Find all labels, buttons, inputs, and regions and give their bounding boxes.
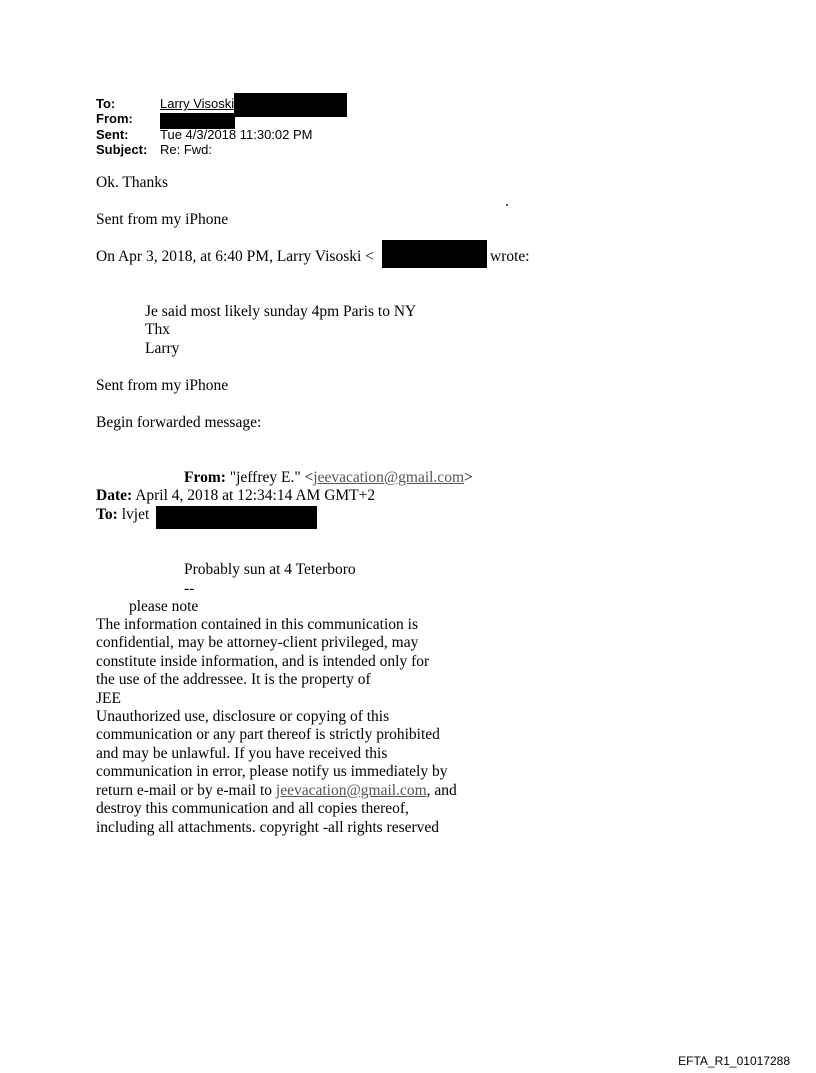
signature-line: Sent from my iPhone (96, 377, 229, 394)
disclaimer-line: Unauthorized use, disclosure or copying of this (96, 708, 390, 725)
signature-line: Sent from my iPhone (96, 211, 229, 228)
disclaimer-line: destroy this communication and all copies thereof, (96, 800, 409, 817)
forwarded-to-label: To: (96, 506, 118, 523)
forwarded-date-label: Date: (96, 487, 133, 504)
disclaimer-email-link[interactable]: jeevacation@gmail.com (275, 782, 427, 799)
quote-intro (96, 248, 374, 266)
to-label: To: (96, 96, 116, 111)
signature-separator: -- (184, 580, 195, 597)
sent-label: Sent: (96, 127, 129, 142)
subject-label: Subject: (96, 142, 148, 157)
disclaimer-line: including all attachments. copyright -all rights reserved (96, 819, 440, 836)
forwarded-date (96, 487, 375, 505)
sent-value: Tue 4/3/2018 11:30:02 PM (160, 127, 313, 142)
stray-dot (506, 204, 508, 206)
quote-intro-prefix: On Apr 3, 2018, at 6:40 PM, Larry Visoski < (96, 248, 374, 265)
quote-intro-suffix: wrote: (490, 248, 530, 265)
forwarded-from-label: From: (184, 469, 226, 486)
disclaimer-line: confidential, may be attorney-client privileged, may (96, 634, 419, 651)
forwarded-to-value: lvjet (121, 506, 150, 523)
disclaimer-email-line (96, 782, 457, 800)
forwarded-to (96, 506, 149, 524)
disclaimer-note: please note (129, 598, 199, 615)
disclaimer-line: communication or any part thereof is strictly prohibited (96, 726, 440, 743)
quoted-line: Je said most likely sunday 4pm Paris to NY (145, 303, 417, 320)
to-value: Larry Visoski (160, 96, 235, 111)
disclaimer-email-suffix: , and (426, 782, 457, 799)
forwarded-date-value: April 4, 2018 at 12:34:14 AM GMT+2 (135, 487, 376, 504)
from-label: From: (96, 111, 133, 126)
disclaimer-line: constitute inside information, and is intended only for (96, 653, 430, 670)
quoted-line: Larry (145, 340, 180, 357)
forwarded-from-email-link[interactable]: jeevacation@gmail.com (313, 469, 464, 486)
forwarded-message: Probably sun at 4 Teterboro (184, 561, 356, 578)
disclaimer-line: communication in error, please notify us immediately by (96, 763, 448, 780)
disclaimer-line: The information contained in this communication is (96, 616, 418, 633)
redaction-box (234, 93, 347, 117)
forward-intro: Begin forwarded message: (96, 414, 262, 431)
forwarded-from-name: "jeffrey E." < (229, 469, 314, 486)
disclaimer-email-prefix: return e-mail or by e-mail to (96, 782, 276, 799)
forwarded-from-close: > (464, 469, 473, 486)
subject-value: Re: Fwd: (160, 142, 213, 157)
quoted-line: Thx (145, 321, 170, 338)
reply-line: Ok. Thanks (96, 174, 169, 191)
disclaimer-line: JEE (96, 690, 121, 707)
redaction-box (382, 240, 487, 268)
disclaimer-line: the use of the addressee. It is the property of (96, 671, 371, 688)
document-id: EFTA_R1_01017288 (678, 1054, 790, 1068)
redaction-box (156, 506, 317, 529)
forwarded-from (184, 469, 473, 487)
disclaimer-line: and may be unlawful. If you have received this (96, 745, 388, 762)
